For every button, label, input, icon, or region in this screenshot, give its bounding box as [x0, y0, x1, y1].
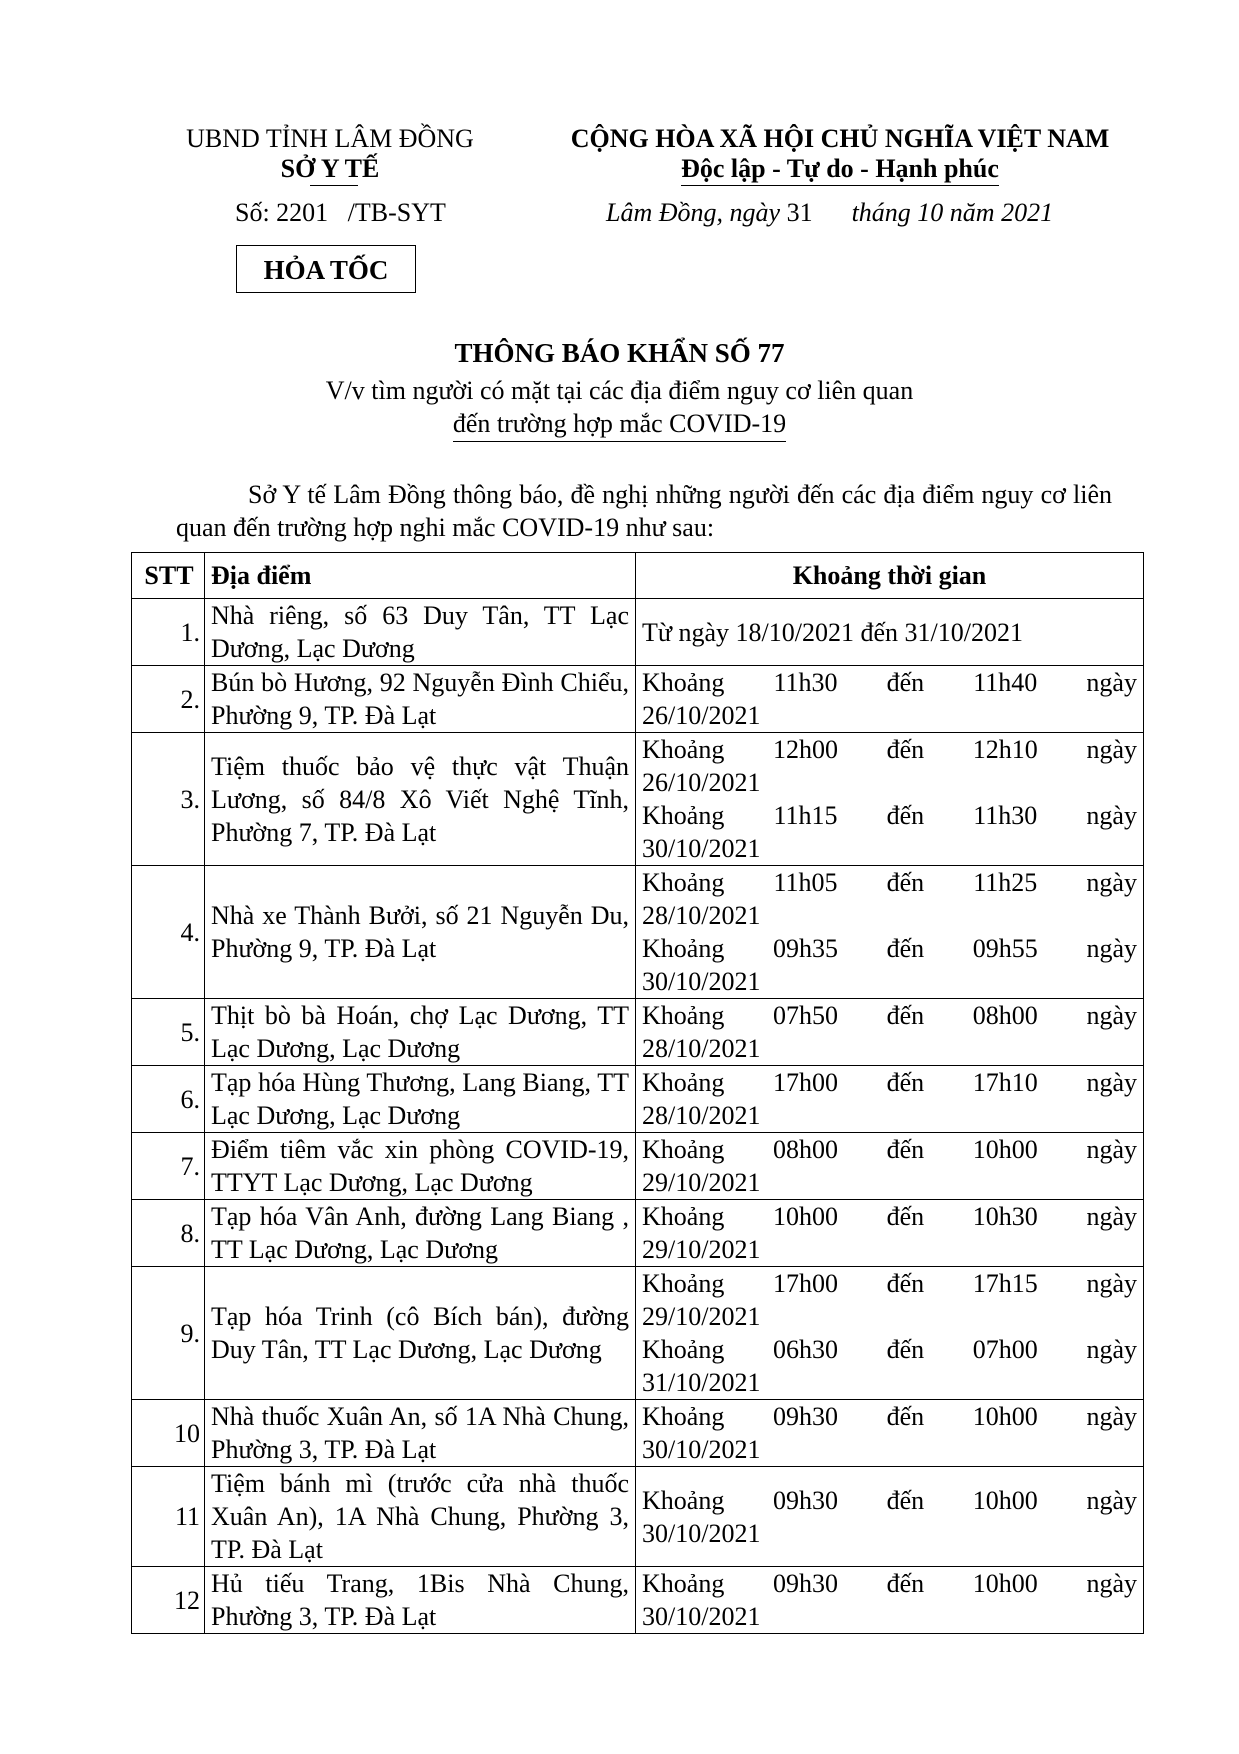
- approx-label: Khoảng: [642, 1569, 725, 1598]
- time-range: [642, 1400, 1137, 1433]
- time-to: 17h10: [972, 1068, 1038, 1097]
- row-time: [636, 1467, 1144, 1567]
- time-date: 29/10/2021: [642, 1235, 761, 1264]
- time-entry: [642, 1066, 1137, 1132]
- day-label: ngày: [1086, 934, 1137, 963]
- time-from: 09h30: [772, 1569, 838, 1598]
- time-range: [642, 1333, 1137, 1366]
- to-label: đến: [886, 1485, 925, 1515]
- table-row: [132, 733, 1144, 866]
- to-label: đến: [886, 735, 925, 764]
- nation-name: CỘNG HÒA XÃ HỘI CHỦ NGHĨA VIỆT NAM: [570, 124, 1110, 153]
- time-to: 17h15: [972, 1269, 1038, 1298]
- day-label: ngày: [1086, 1269, 1137, 1298]
- time-range: [642, 1567, 1137, 1600]
- time-entry: [642, 666, 1137, 732]
- time-date: 28/10/2021: [642, 901, 761, 930]
- to-label: đến: [886, 1202, 925, 1231]
- approx-label: Khoảng: [642, 1485, 725, 1515]
- row-location: Nhà xe Thành Bưởi, số 21 Nguyễn Du, Phường 9, TP. Đà Lạt: [205, 866, 636, 999]
- time-from: 09h30: [772, 1402, 838, 1431]
- row-stt: 10: [132, 1400, 205, 1467]
- day-label: ngày: [1086, 1068, 1137, 1097]
- to-label: đến: [886, 668, 925, 697]
- table-row: [132, 1133, 1144, 1200]
- row-location: Hủ tiếu Trang, 1Bis Nhà Chung, Phường 3, TP. Đà Lạt: [205, 1567, 636, 1634]
- time-entry: [642, 1567, 1137, 1633]
- day-label: ngày: [1086, 1569, 1137, 1598]
- document-number: Số: 2201 /TB-SYT: [235, 198, 446, 227]
- row-stt: 1.: [132, 599, 205, 666]
- approx-label: Khoảng: [642, 1202, 725, 1231]
- time-date: 29/10/2021: [642, 1302, 761, 1331]
- row-location: Bún bò Hương, 92 Nguyễn Đình Chiểu, Phường 9, TP. Đà Lạt: [205, 666, 636, 733]
- row-location: Nhà thuốc Xuân An, số 1A Nhà Chung, Phường 3, TP. Đà Lạt: [205, 1400, 636, 1467]
- time-entry: [642, 999, 1137, 1065]
- time-range: [642, 1200, 1137, 1233]
- time-range: [642, 999, 1137, 1032]
- time-to: 10h00: [972, 1402, 1038, 1431]
- table-row: [132, 1200, 1144, 1267]
- to-label: đến: [886, 1001, 925, 1030]
- time-to: 09h55: [972, 934, 1038, 963]
- approx-label: Khoảng: [642, 934, 725, 963]
- row-time: [636, 666, 1144, 733]
- subject-line-2: đến trường hợp mắc COVID-19: [453, 407, 786, 442]
- to-label: đến: [886, 1335, 925, 1364]
- header-stt: STT: [132, 553, 205, 599]
- row-time: [636, 866, 1144, 999]
- row-stt: 7.: [132, 1133, 205, 1200]
- time-entry: [642, 1133, 1137, 1199]
- to-label: đến: [886, 801, 925, 830]
- row-time: [636, 1066, 1144, 1133]
- day-label: ngày: [1086, 1402, 1137, 1431]
- row-time: [636, 1567, 1144, 1634]
- table-row: [132, 599, 1144, 666]
- time-from: 17h00: [772, 1068, 838, 1097]
- time-range: [642, 866, 1137, 899]
- approx-label: Khoảng: [642, 1402, 725, 1431]
- date-month-year: tháng 10 năm 2021: [851, 198, 1054, 227]
- time-entry: [642, 733, 1137, 799]
- approx-label: Khoảng: [642, 868, 725, 897]
- day-label: ngày: [1086, 801, 1137, 830]
- approx-label: Khoảng: [642, 1001, 725, 1030]
- intro-paragraph: [176, 478, 1112, 544]
- time-to: 10h30: [972, 1202, 1038, 1231]
- time-date: 28/10/2021: [642, 1101, 761, 1130]
- table-row: [132, 1066, 1144, 1133]
- time-date: 30/10/2021: [642, 834, 761, 863]
- approx-label: Khoảng: [642, 1135, 725, 1164]
- time-range: [642, 1066, 1137, 1099]
- table-row: [132, 1400, 1144, 1467]
- to-label: đến: [886, 1569, 925, 1598]
- row-stt: 4.: [132, 866, 205, 999]
- row-location: Tạp hóa Hùng Thương, Lang Biang, TT Lạc Dương, Lạc Dương: [205, 1066, 636, 1133]
- time-entry: [642, 799, 1137, 865]
- to-label: đến: [886, 1402, 925, 1431]
- to-label: đến: [886, 1269, 925, 1298]
- row-location: Điểm tiêm vắc xin phòng COVID-19, TTYT Lạc Dương, Lạc Dương: [205, 1133, 636, 1200]
- table-row: [132, 999, 1144, 1066]
- agency-name: UBND TỈNH LÂM ĐỒNG: [186, 124, 474, 153]
- row-stt: 5.: [132, 999, 205, 1066]
- row-stt: 2.: [132, 666, 205, 733]
- approx-label: Khoảng: [642, 1335, 725, 1364]
- time-to: 11h30: [973, 801, 1038, 830]
- header-location: Địa điểm: [205, 553, 636, 599]
- row-location: Tiệm bánh mì (trước cửa nhà thuốc Xuân An), 1A Nhà Chung, Phường 3, TP. Đà Lạt: [205, 1467, 636, 1567]
- day-label: ngày: [1086, 1135, 1137, 1164]
- issuing-agency-block: [160, 124, 500, 184]
- day-label: ngày: [1086, 1485, 1137, 1515]
- time-range: [642, 1484, 1137, 1517]
- day-label: ngày: [1086, 1001, 1137, 1030]
- to-label: đến: [886, 1068, 925, 1097]
- approx-label: Khoảng: [642, 1269, 725, 1298]
- notice-subject: [0, 374, 1239, 442]
- time-date: 31/10/2021: [642, 1368, 761, 1397]
- time-date: 26/10/2021: [642, 768, 761, 797]
- time-range: [642, 666, 1137, 699]
- time-entry: [642, 866, 1137, 932]
- time-range: [642, 1133, 1137, 1166]
- time-from: 17h00: [772, 1269, 838, 1298]
- time-entry: Từ ngày 18/10/2021 đến 31/10/2021: [642, 617, 1023, 647]
- time-entry: [642, 1200, 1137, 1266]
- to-label: đến: [886, 1135, 925, 1164]
- time-to: 10h00: [972, 1485, 1038, 1515]
- national-motto: Độc lập - Tự do - Hạnh phúc: [681, 154, 999, 186]
- urgent-stamp: HỎA TỐC: [236, 245, 416, 293]
- row-stt: 9.: [132, 1267, 205, 1400]
- time-entry: [642, 1267, 1137, 1333]
- time-from: 07h50: [772, 1001, 838, 1030]
- row-location: Tiệm thuốc bảo vệ thực vật Thuận Lương, số 84/8 Xô Viết Nghệ Tĩnh, Phường 7, TP. Đà Lạt: [205, 733, 636, 866]
- day-label: ngày: [1086, 735, 1137, 764]
- row-location: Thịt bò bà Hoán, chợ Lạc Dương, TT Lạc Dương, Lạc Dương: [205, 999, 636, 1066]
- locations-table: [131, 552, 1144, 1634]
- time-range: [642, 799, 1137, 832]
- row-location: Nhà riêng, số 63 Duy Tân, TT Lạc Dương, Lạc Dương: [205, 599, 636, 666]
- table-row: [132, 1467, 1144, 1567]
- row-time: [636, 733, 1144, 866]
- time-from: 09h30: [772, 1485, 838, 1515]
- row-stt: 12: [132, 1567, 205, 1634]
- row-stt: 3.: [132, 733, 205, 866]
- time-entry: [642, 932, 1137, 998]
- time-range: [642, 733, 1137, 766]
- time-from: 09h35: [772, 934, 838, 963]
- notice-title: THÔNG BÁO KHẨN SỐ 77: [454, 338, 785, 368]
- national-header-block: [545, 124, 1135, 186]
- intro-text: Sở Y tế Lâm Đồng thông báo, đề nghị những người đến các địa điểm nguy cơ liên quan đến trường hợp nghi mắc COVID-19 như sau:: [176, 480, 1112, 542]
- table-row: [132, 1267, 1144, 1400]
- date-day: 31: [786, 198, 813, 227]
- time-from: 10h00: [772, 1202, 838, 1231]
- time-date: 30/10/2021: [642, 1518, 761, 1548]
- time-range: [642, 1267, 1137, 1300]
- time-to: 10h00: [972, 1135, 1038, 1164]
- subject-line-1: V/v tìm người có mặt tại các địa điểm nguy cơ liên quan: [325, 376, 914, 405]
- time-date: 30/10/2021: [642, 1602, 761, 1631]
- row-location: Tạp hóa Vân Anh, đường Lang Biang , TT Lạc Dương, Lạc Dương: [205, 1200, 636, 1267]
- table-row: [132, 866, 1144, 999]
- time-to: 10h00: [972, 1569, 1038, 1598]
- row-time: [636, 599, 1144, 666]
- row-time: [636, 1400, 1144, 1467]
- row-stt: 6.: [132, 1066, 205, 1133]
- to-label: đến: [886, 934, 925, 963]
- time-date: 29/10/2021: [642, 1168, 761, 1197]
- time-date: 30/10/2021: [642, 967, 761, 996]
- time-date: 30/10/2021: [642, 1435, 761, 1464]
- time-to: 11h25: [973, 868, 1038, 897]
- row-stt: 11: [132, 1467, 205, 1567]
- department-name: SỞ Y TẾ: [280, 154, 380, 183]
- time-entry: [642, 1400, 1137, 1466]
- table-header-row: [132, 553, 1144, 599]
- day-label: ngày: [1086, 668, 1137, 697]
- time-entry: [642, 1484, 1137, 1550]
- day-label: ngày: [1086, 1202, 1137, 1231]
- time-from: 08h00: [772, 1135, 838, 1164]
- time-to: 07h00: [972, 1335, 1038, 1364]
- row-time: [636, 1200, 1144, 1267]
- table-row: [132, 666, 1144, 733]
- row-stt: 8.: [132, 1200, 205, 1267]
- approx-label: Khoảng: [642, 668, 725, 697]
- to-label: đến: [886, 868, 925, 897]
- time-from: 11h05: [773, 868, 838, 897]
- header-time: Khoảng thời gian: [636, 553, 1144, 599]
- day-label: ngày: [1086, 868, 1137, 897]
- time-date: 28/10/2021: [642, 1034, 761, 1063]
- approx-label: Khoảng: [642, 801, 725, 830]
- time-from: 11h15: [773, 801, 838, 830]
- place-date-prefix: Lâm Đồng, ngày: [606, 198, 781, 227]
- time-to: 12h10: [972, 735, 1038, 764]
- row-time: [636, 1133, 1144, 1200]
- row-location: Tạp hóa Trinh (cô Bích bán), đường Duy Tân, TT Lạc Dương, Lạc Dương: [205, 1267, 636, 1400]
- time-from: 12h00: [772, 735, 838, 764]
- row-time: [636, 999, 1144, 1066]
- time-range: [642, 932, 1137, 965]
- place-date: [606, 198, 1053, 228]
- time-date: 26/10/2021: [642, 701, 761, 730]
- approx-label: Khoảng: [642, 735, 725, 764]
- time-to: 08h00: [972, 1001, 1038, 1030]
- table-row: [132, 1567, 1144, 1634]
- time-from: 06h30: [772, 1335, 838, 1364]
- approx-label: Khoảng: [642, 1068, 725, 1097]
- time-from: 11h30: [773, 668, 838, 697]
- row-time: [636, 1267, 1144, 1400]
- time-to: 11h40: [973, 668, 1038, 697]
- time-entry: [642, 1333, 1137, 1399]
- day-label: ngày: [1086, 1335, 1137, 1364]
